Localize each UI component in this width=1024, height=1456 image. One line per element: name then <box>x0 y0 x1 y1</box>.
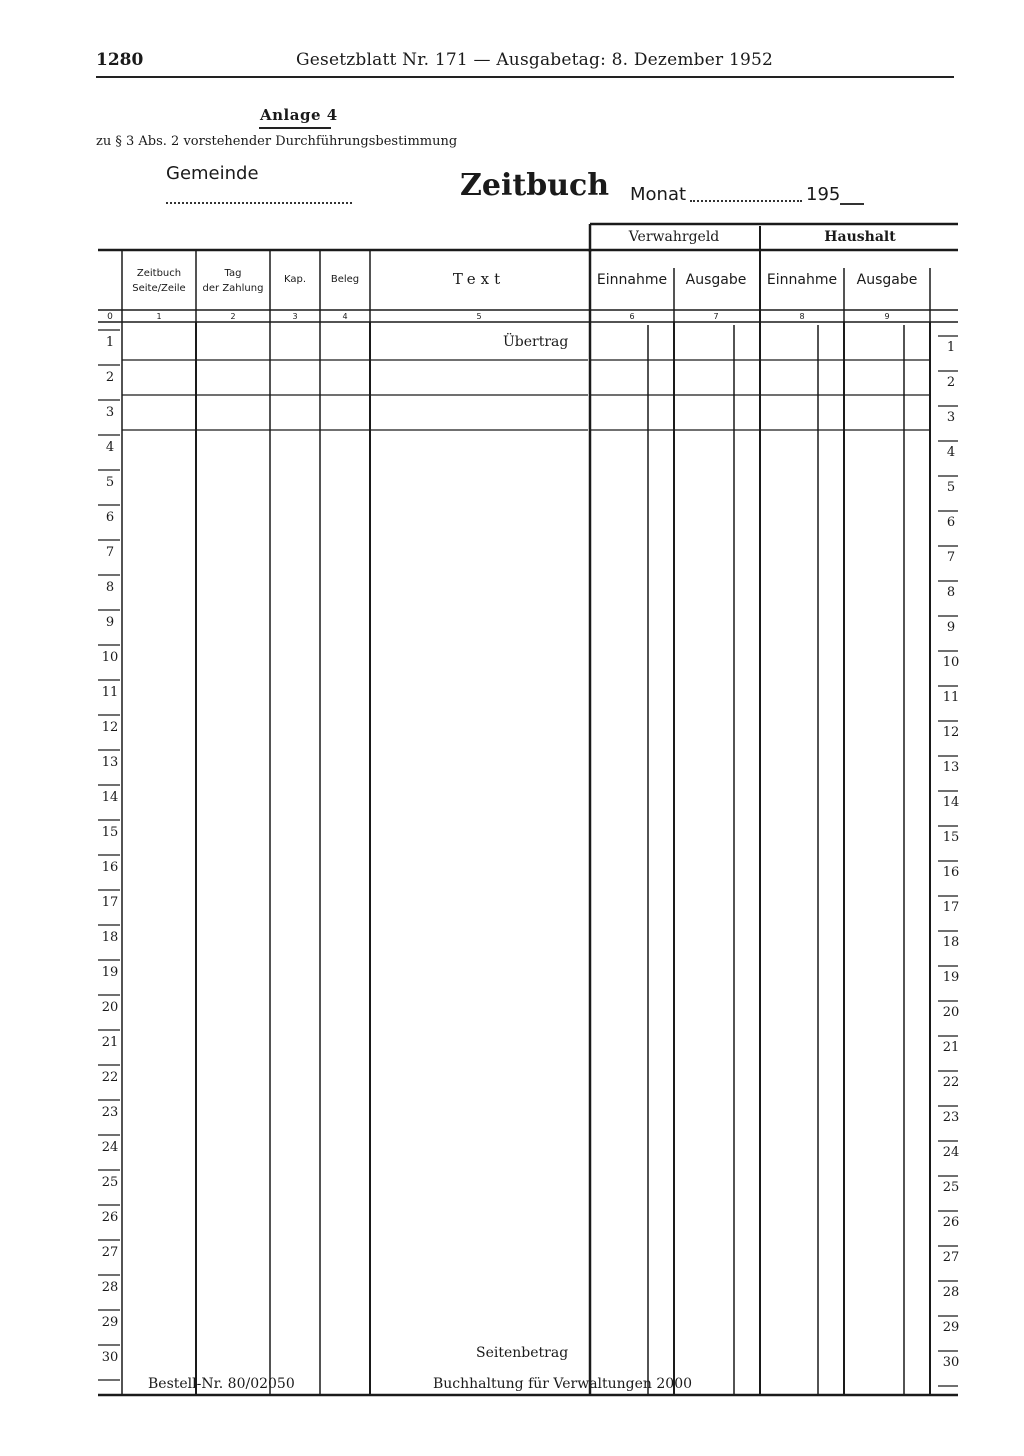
row-number-right: 2 <box>946 375 956 390</box>
col-header-text: Text <box>452 270 506 288</box>
row-number-left: 2 <box>105 370 115 385</box>
col-number: 3 <box>292 312 298 321</box>
row-number-left: 12 <box>101 720 119 735</box>
carry-forward-label: Übertrag <box>503 334 569 350</box>
group-header-budget: Haushalt <box>824 229 896 245</box>
col-number: 7 <box>713 312 719 321</box>
row-number-right: 17 <box>942 900 960 915</box>
col-header-budget-expense: Ausgabe <box>856 272 918 288</box>
col-header-zeitbuch <box>122 266 196 296</box>
row-number-left: 20 <box>101 1000 119 1015</box>
row-number-right: 9 <box>946 620 956 635</box>
row-number-left: 24 <box>101 1140 119 1155</box>
row-number-left: 28 <box>101 1280 119 1295</box>
month-label: Monat <box>630 184 687 205</box>
row-number-right: 8 <box>946 585 956 600</box>
row-number-right: 14 <box>942 795 960 810</box>
col-header-line: Zeitbuch <box>136 268 182 279</box>
form-title: Zeitbuch <box>460 168 610 203</box>
row-number-right: 7 <box>946 550 956 565</box>
col-number: 4 <box>342 312 348 321</box>
row-number-left: 27 <box>101 1245 119 1260</box>
col-number: 9 <box>884 312 890 321</box>
year-prefix: 195 <box>806 184 841 205</box>
row-number-left: 17 <box>101 895 119 910</box>
municipality-label: Gemeinde <box>166 163 259 184</box>
col-number: 5 <box>476 312 482 321</box>
row-number-left: 4 <box>105 440 115 455</box>
row-number-left: 15 <box>101 825 119 840</box>
col-number: 6 <box>629 312 635 321</box>
row-number-left: 18 <box>101 930 119 945</box>
row-number-left: 22 <box>101 1070 119 1085</box>
order-number: Bestell-Nr. 80/02050 <box>148 1376 295 1392</box>
row-number-left: 16 <box>101 860 119 875</box>
col-header-custody-expense: Ausgabe <box>685 272 747 288</box>
page-total-label: Seitenbetrag <box>476 1345 569 1361</box>
row-number-right: 24 <box>942 1145 960 1160</box>
row-number-left: 8 <box>105 580 115 595</box>
row-number-right: 4 <box>946 445 956 460</box>
publisher-note: Buchhaltung für Verwaltungen 2000 <box>433 1376 693 1392</box>
col-number: 2 <box>230 312 236 321</box>
row-number-left: 10 <box>101 650 119 665</box>
row-number-right: 11 <box>942 690 960 705</box>
row-number-left: 25 <box>101 1175 119 1190</box>
annex-label: Anlage 4 <box>260 106 338 124</box>
group-header-custody: Verwahrgeld <box>628 229 720 245</box>
row-number-left: 6 <box>105 510 115 525</box>
row-number-right: 30 <box>942 1355 960 1370</box>
row-number-right: 23 <box>942 1110 960 1125</box>
row-number-left: 11 <box>101 685 119 700</box>
row-number-left: 23 <box>101 1105 119 1120</box>
row-number-right: 13 <box>942 760 960 775</box>
row-number-left: 29 <box>101 1315 119 1330</box>
gazette-header: Gesetzblatt Nr. 171 — Ausgabetag: 8. Dezember 1952 <box>296 50 774 70</box>
row-number-left: 9 <box>105 615 115 630</box>
row-number-right: 1 <box>946 340 956 355</box>
col-header-line: Seite/Zeile <box>132 283 186 294</box>
row-zero-label: 0 <box>107 312 113 322</box>
col-header-line: Tag <box>224 268 242 279</box>
row-number-right: 15 <box>942 830 960 845</box>
row-number-right: 22 <box>942 1075 960 1090</box>
col-header-budget-income: Einnahme <box>766 272 838 288</box>
col-header-custody-income: Einnahme <box>596 272 668 288</box>
row-number-right: 18 <box>942 935 960 950</box>
col-header-line: der Zahlung <box>202 283 264 294</box>
row-number-left: 1 <box>105 335 115 350</box>
row-number-left: 30 <box>101 1350 119 1365</box>
col-number: 8 <box>799 312 805 321</box>
row-number-right: 20 <box>942 1005 960 1020</box>
row-number-left: 7 <box>105 545 115 560</box>
row-number-right: 3 <box>946 410 956 425</box>
row-number-left: 3 <box>105 405 115 420</box>
row-number-right: 26 <box>942 1215 960 1230</box>
col-header-chapter: Kap. <box>283 274 307 285</box>
row-number-left: 26 <box>101 1210 119 1225</box>
row-number-right: 25 <box>942 1180 960 1195</box>
row-number-left: 13 <box>101 755 119 770</box>
col-header-voucher: Beleg <box>330 274 360 285</box>
row-number-right: 5 <box>946 480 956 495</box>
row-number-right: 28 <box>942 1285 960 1300</box>
row-number-right: 12 <box>942 725 960 740</box>
row-number-right: 21 <box>942 1040 960 1055</box>
row-number-left: 21 <box>101 1035 119 1050</box>
row-number-left: 5 <box>105 475 115 490</box>
row-number-right: 29 <box>942 1320 960 1335</box>
row-number-right: 10 <box>942 655 960 670</box>
annex-reference: zu § 3 Abs. 2 vorstehender Durchführungsbestimmung <box>96 134 458 149</box>
row-number-right: 16 <box>942 865 960 880</box>
row-number-left: 19 <box>101 965 119 980</box>
row-number-left: 14 <box>101 790 119 805</box>
row-number-right: 6 <box>946 515 956 530</box>
row-number-right: 27 <box>942 1250 960 1265</box>
col-number: 1 <box>156 312 162 321</box>
col-header-day <box>196 266 270 296</box>
page-number: 1280 <box>96 50 144 70</box>
row-number-right: 19 <box>942 970 960 985</box>
